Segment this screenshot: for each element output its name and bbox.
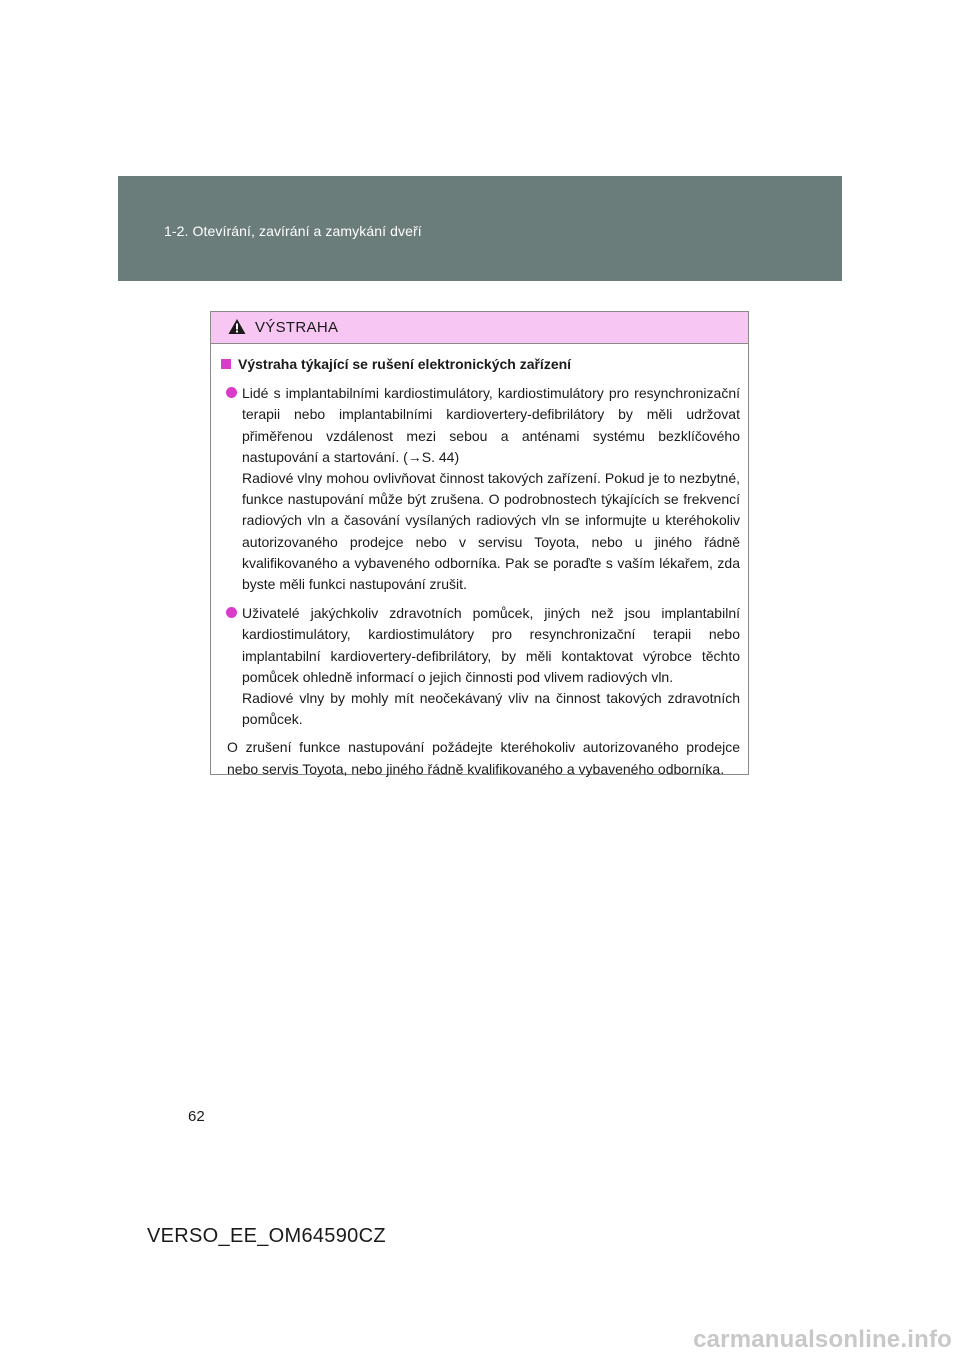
list-item xyxy=(219,603,740,730)
section-title: 1-2. Otevírání, zavírání a zamykání dveří xyxy=(164,223,422,239)
square-bullet-icon xyxy=(221,359,231,369)
round-bullet-icon xyxy=(226,387,237,398)
section-header-band xyxy=(118,176,842,281)
watermark: carmanualsonline.info xyxy=(693,1326,952,1353)
list-item-paragraph: Uživatelé jakýchkoliv zdravotních pomůcek, jiných než jsou implantabilní kardiostimulátory, kardiostimulátory pro resynchronizační terapii nebo implantabilní kardiovertery-defibrilátory, by měli kontaktovat výrobce těchto pomůcek ohledně informací o jejich činnosti pod vlivem radiových vln. xyxy=(242,605,740,685)
page-number: 62 xyxy=(188,1108,205,1125)
list-item-paragraph: Lidé s implantabilními kardiostimulátory, kardiostimulátory pro resynchronizační terapii nebo implantabilními kardiovertery-defibrilátory by měli udržovat přiměřenou vzdálenost mezi sebou a anténami systému bezklíčového nastupování a startování. (→S. 44) xyxy=(242,385,740,465)
document-code: VERSO_EE_OM64590CZ xyxy=(147,1225,386,1247)
list-item xyxy=(219,383,740,595)
warning-header xyxy=(211,312,748,344)
list-item-paragraph: Radiové vlny by mohly mít neočekávaný vliv na činnost takových zdravotních pomůcek. xyxy=(242,690,740,728)
closing-paragraph: O zrušení funkce nastupování požádejte kteréhokoliv autorizovaného prodejce nebo servis Toyota, nebo jiného řádně kvalifikovaného a vybaveného odborníka. xyxy=(227,739,740,777)
round-bullet-icon xyxy=(226,607,237,618)
warning-heading-text: Výstraha týkající se rušení elektronických zařízení xyxy=(238,356,572,372)
warning-heading xyxy=(219,354,740,375)
warning-title: VÝSTRAHA xyxy=(255,319,339,336)
warning-body xyxy=(211,344,748,780)
list-item-paragraph: Radiové vlny mohou ovlivňovat činnost takových zařízení. Pokud je to nezbytné, funkce nastupování může být zrušena. O podrobnostech týkajících se frekvencí radiových vln a časování vysílaných radiových vln se informujte u kteréhokoliv autorizovaného prodejce nebo v servisu Toyota, nebo u jiného řádně kvalifikovaného a vybaveného odborníka. Pak se poraďte s vaším lékařem, zda byste měli funkci nastupování zrušit. xyxy=(242,470,740,593)
warning-triangle-icon xyxy=(228,318,246,335)
warning-box xyxy=(210,311,749,775)
